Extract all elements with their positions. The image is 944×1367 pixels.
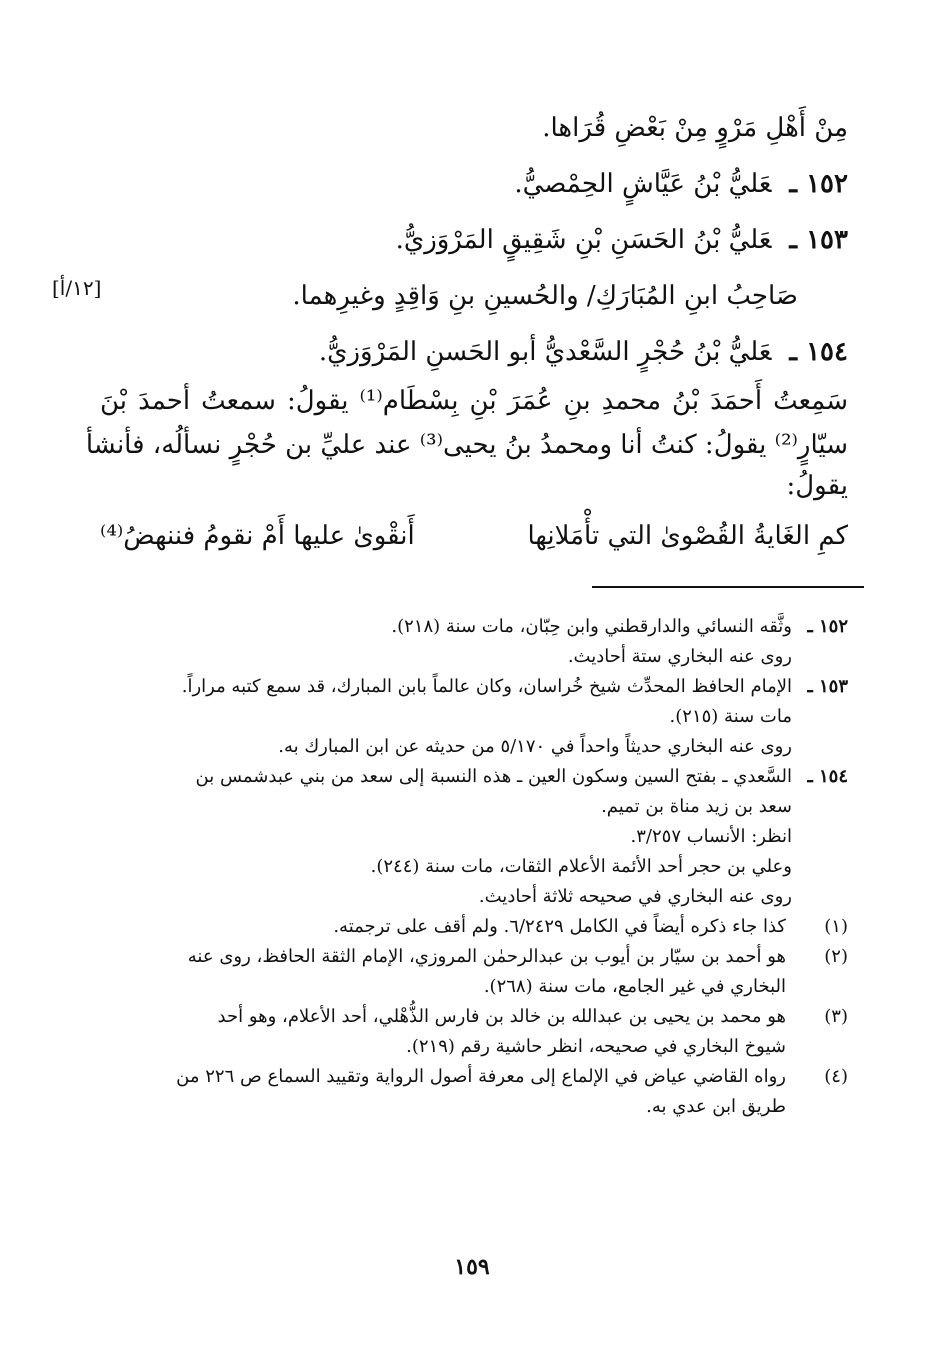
footnote-3: [104, 1002, 848, 1062]
main-text: [85, 100, 848, 564]
footnote-label: (٣): [824, 1006, 848, 1027]
footnote-line: شيوخ البخاري في صحيحه، انظر حاشية رقم (٢١٩).: [406, 1036, 786, 1057]
entry-title: عَليُّ بْنُ حُجْرٍ السَّعْديُّ أبو الحَسنِ المَرْوَزيُّ.: [318, 337, 772, 367]
footnote-line: روى عنه البخاري في صحيحه ثلاثة أحاديث.: [478, 886, 792, 907]
footnote-label: ١٥٣ ـ: [807, 676, 848, 697]
footnote-152: [104, 612, 848, 672]
footnote-label: (٢): [824, 946, 848, 967]
entry-title: عَليُّ بْنُ عَيَّاشٍ الحِمْصيُّ.: [514, 169, 772, 199]
poem-hemistich-1: كمِ الغَايةُ القُصْوىٰ التي تأْمَلانِها: [527, 521, 848, 551]
footnote-line: روى عنه البخاري ستة أحاديث.: [567, 646, 792, 667]
footnote-line: طريق ابن عدي به.: [646, 1096, 786, 1117]
footnote-label: (٤): [824, 1066, 848, 1087]
footnote-154: [104, 762, 848, 912]
page-number: ١٥٩: [454, 1254, 490, 1280]
entry-152: [100, 156, 848, 212]
footnote-line: رواه القاضي عياض في الإلماع إلى معرفة أصول الرواية وتقييد السماع ص ٢٢٦ من: [176, 1066, 786, 1087]
poem-hemistich-2: أَنقْوىٰ عليها أَمْ نقومُ فننهضُ⁽⁴⁾: [100, 521, 415, 551]
entry-number: ١٥٤ ـ: [789, 337, 848, 367]
footnote-line: انظر: الأنساب ٣/٢٥٧.: [630, 826, 792, 847]
entry-153: [100, 212, 848, 268]
poem-verse: [100, 508, 848, 564]
entry-title: عَليُّ بْنُ الحَسَنِ بْنِ شَقِيقٍ المَرْوَزيُّ.: [395, 225, 772, 255]
entry-154: [100, 324, 848, 380]
footnote-label: (١): [824, 916, 848, 937]
footnote-divider: [592, 586, 864, 588]
footnote-line: هو محمد بن يحيى بن عبدالله بن خالد بن فارس الذُّهْلي، أحد الأعلام، وهو أحد: [217, 1006, 786, 1027]
footnote-line: البخاري في غير الجامع، مات سنة (٢٦٨).: [483, 976, 786, 997]
footnote-1: [104, 912, 848, 942]
footnote-line: مات سنة (٢١٥).: [669, 706, 792, 727]
footnote-line: كذا جاء ذكره أيضاً في الكامل ٦/٢٤٢٩. ولم أقف على ترجمته.: [333, 916, 786, 937]
footnote-4: [104, 1062, 848, 1122]
footnote-153: [104, 672, 848, 762]
footnotes-section: [104, 612, 848, 1122]
folio-margin-reference: [١٢/أ]: [52, 276, 102, 300]
footnote-2: [104, 942, 848, 1002]
footnote-line: الإمام الحافظ المحدِّث شيخ خُراسان، وكان عالماً بابن المبارك، قد سمع كتبه مراراً.: [181, 676, 792, 697]
entry-number: ١٥٣ ـ: [789, 225, 848, 255]
footnote-line: روى عنه البخاري حديثاً واحداً في ٥/١٧٠ من حديثه عن ابن المبارك به.: [278, 736, 792, 757]
footnote-line: وثَّقه النسائي والدارقطني وابن حِبّان، مات سنة (٢١٨).: [391, 616, 792, 637]
footnote-line: سعد بن زيد مناة بن تميم.: [601, 796, 792, 817]
entry-154-line-3: يقولُ:: [786, 471, 848, 501]
entry-154-line-2: سيّارٍ⁽²⁾ يقولُ: كنتُ أنا ومحمدُ بنُ يحيى⁽³⁾ عند عليِّ بن حُجْرٍ نسألُه، فأنشأ: [85, 430, 848, 460]
footnote-line: السَّعدي ـ بفتح السين وسكون العين ـ هذه النسبة إلى سعد من بني عبدشمس بن: [195, 766, 792, 787]
entry-154-line-1: سَمِعتُ أَحمَدَ بْنُ محمدِ بنِ عُمَرَ بْنِ بِسْطَام⁽¹⁾ يقولُ: سمعتُ أحمدَ بْنَ: [100, 386, 848, 416]
footnote-label: ١٥٤ ـ: [807, 766, 848, 787]
entry-153-detail: صَاحِبُ ابنِ المُبَارَكِ/ والحُسينِ بنِ وَاقِدٍ وغيرِهما.: [292, 281, 798, 311]
footnote-line: وعلي بن حجر أحد الأئمة الأعلام الثقات، مات سنة (٢٤٤).: [370, 856, 792, 877]
footnote-label: ١٥٢ ـ: [807, 616, 848, 637]
footnote-line: هو أحمد بن سيّار بن أيوب بن عبدالرحمٰن المروزي، الإمام الثقة الحافظ، روى عنه: [187, 946, 786, 967]
intro-line: مِنْ أَهْلِ مَرْوٍ مِنْ بَعْضِ قُرَاها.: [542, 113, 848, 143]
entry-number: ١٥٢ ـ: [789, 169, 848, 199]
